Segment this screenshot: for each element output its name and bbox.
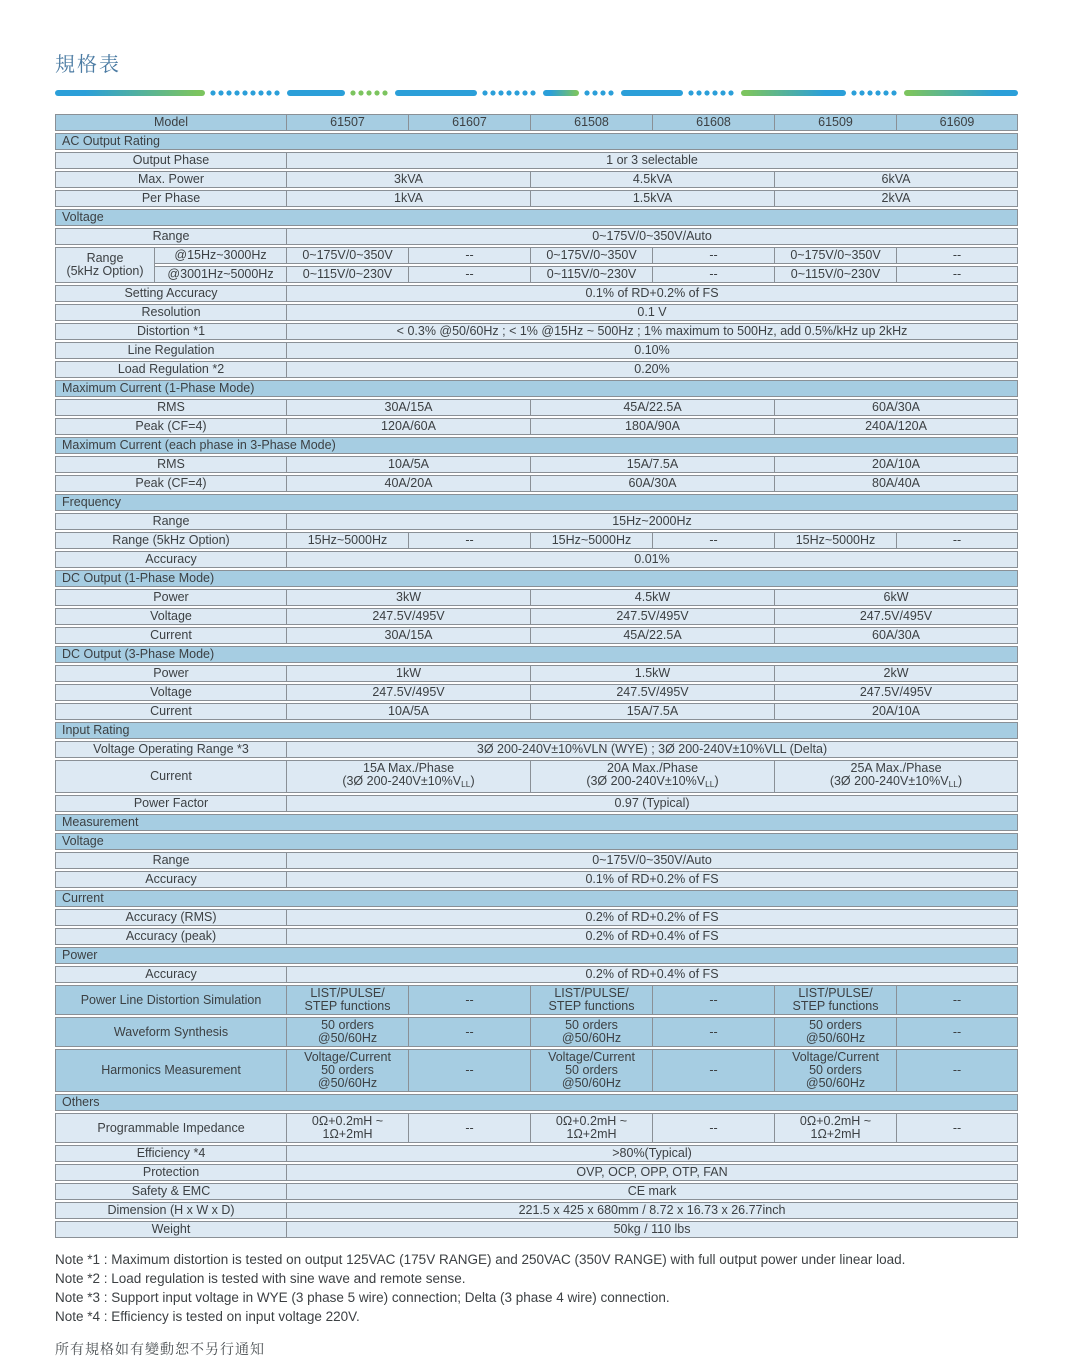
row-label: Weight (55, 1221, 287, 1238)
section-measurement (55, 814, 1018, 831)
row-waveform-synthesis (55, 1017, 1018, 1047)
row-safety-emc (55, 1183, 1018, 1200)
row-rms-1phase (55, 399, 1018, 416)
cell-value: 2kW (775, 665, 1018, 682)
row-label: Current (55, 760, 287, 793)
cell-value: 221.5 x 425 x 680mm / 8.72 x 16.73 x 26.77inch (287, 1202, 1018, 1219)
cell-value: 0.1% of RD+0.2% of FS (287, 285, 1018, 302)
row-dc1-voltage (55, 608, 1018, 625)
cell-value: LIST/PULSE/ STEP functions (775, 985, 897, 1015)
model-61608: 61608 (653, 114, 775, 131)
section-header: Voltage (55, 209, 1018, 226)
row-peak-3phase (55, 475, 1018, 492)
model-row-label: Model (55, 114, 287, 131)
cell-value: -- (409, 985, 531, 1015)
section-voltage (55, 209, 1018, 226)
row-label: RMS (55, 399, 287, 416)
cell-value: 0.20% (287, 361, 1018, 378)
row-line-regulation (55, 342, 1018, 359)
divider-bar (55, 90, 205, 96)
cell-value: 50 orders @50/60Hz (531, 1017, 653, 1047)
model-61609: 61609 (897, 114, 1018, 131)
cell-value: 6kVA (775, 171, 1018, 188)
cell-value: 0.2% of RD+0.4% of FS (287, 928, 1018, 945)
cell-value: 20A/10A (775, 703, 1018, 720)
cell-value: 247.5V/495V (287, 608, 531, 625)
cell-value: 120A/60A (287, 418, 531, 435)
divider-dots (688, 90, 736, 96)
cell-value: Voltage/Current 50 orders @50/60Hz (531, 1049, 653, 1092)
cell-value: -- (653, 1049, 775, 1092)
cell-value: 45A/22.5A (531, 399, 775, 416)
cell-value: 180A/90A (531, 418, 775, 435)
cell-value: Voltage/Current 50 orders @50/60Hz (287, 1049, 409, 1092)
cell-value: 0.01% (287, 551, 1018, 568)
cell-value: -- (653, 247, 775, 264)
footer-disclaimer-cn: 所有規格如有變動恕不另行通知 (55, 1341, 265, 1357)
row-label: Output Phase (55, 152, 287, 169)
row-label: Dimension (H x W x D) (55, 1202, 287, 1219)
value-line2: (3Ø $200-240V\pm 10\%V_{LL}$) (342, 774, 475, 789)
cell-value: 0~175V/0~350V/Auto (287, 852, 1018, 869)
cell-value: 50 orders @50/60Hz (775, 1017, 897, 1047)
row-dc3-voltage (55, 684, 1018, 701)
row-frequency-accuracy (55, 551, 1018, 568)
row-programmable-impedance (55, 1113, 1018, 1143)
cell-value: Voltage/Current 50 orders @50/60Hz (775, 1049, 897, 1092)
row-distortion (55, 323, 1018, 340)
row-label: Power Factor (55, 795, 287, 812)
row-max-power (55, 171, 1018, 188)
cell-value: 247.5V/495V (775, 608, 1018, 625)
row-label: Max. Power (55, 171, 287, 188)
cell-value: 0.1% of RD+0.2% of FS (287, 871, 1018, 888)
row-label: Accuracy (55, 551, 287, 568)
cell-value: -- (897, 1017, 1018, 1047)
spec-table (55, 112, 1018, 1240)
cell-value: 6kW (775, 589, 1018, 606)
section-dc-output-3phase (55, 646, 1018, 663)
value-line2: (3Ø $200-240V\pm 10\%V_{LL}$) (829, 774, 963, 789)
row-label: Safety & EMC (55, 1183, 287, 1200)
divider-bar (543, 90, 579, 96)
model-61508: 61508 (531, 114, 653, 131)
cell-value: 2kVA (775, 190, 1018, 207)
section-header: Input Rating (55, 722, 1018, 739)
cell-value: -- (409, 266, 531, 283)
row-setting-accuracy (55, 285, 1018, 302)
label-line1: Range (86, 251, 124, 265)
row-dc1-power (55, 589, 1018, 606)
section-header: Current (55, 890, 1018, 907)
cell-value: 0~175V/0~350V (287, 247, 409, 264)
cell-value: 15A/7.5A (531, 703, 775, 720)
page-title: 規格表 (55, 54, 121, 76)
divider-bar (741, 90, 846, 96)
row-label: Efficiency *4 (55, 1145, 287, 1162)
cell-value: 247.5V/495V (775, 684, 1018, 701)
row-power-line-distortion-simulation (55, 985, 1018, 1015)
cell-value: 3kVA (287, 171, 531, 188)
row-label: Power (55, 665, 287, 682)
row-label: Voltage (55, 608, 287, 625)
section-header: AC Output Rating (55, 133, 1018, 150)
row-efficiency (55, 1145, 1018, 1162)
row-rms-3phase (55, 456, 1018, 473)
cell-value: -- (897, 266, 1018, 283)
row-voltage-operating-range (55, 741, 1018, 758)
row-peak-1phase (55, 418, 1018, 435)
divider-dots (482, 90, 538, 96)
cell-value: 1 or 3 selectable (287, 152, 1018, 169)
cell-value: 15Hz~2000Hz (287, 513, 1018, 530)
cell-value: 4.5kVA (531, 171, 775, 188)
row-weight (55, 1221, 1018, 1238)
divider-dots (584, 90, 616, 96)
cell-value: 0~115V/0~230V (531, 266, 653, 283)
cell-value: 0Ω+0.2mH ~ 1Ω+2mH (287, 1113, 409, 1143)
row-label: Per Phase (55, 190, 287, 207)
cell-value: -- (897, 985, 1018, 1015)
section-max-current-3phase (55, 437, 1018, 454)
row-label: Accuracy (peak) (55, 928, 287, 945)
cell-value: 0~115V/0~230V (287, 266, 409, 283)
row-load-regulation (55, 361, 1018, 378)
divider-bar (621, 90, 683, 96)
cell-value: 60A/30A (775, 627, 1018, 644)
cell-value: 15Hz~5000Hz (531, 532, 653, 549)
row-label (55, 247, 155, 283)
cell-value: 0~175V/0~350V/Auto (287, 228, 1018, 245)
cell-value: -- (653, 532, 775, 549)
section-header: Voltage (55, 833, 1018, 850)
cell-value: 247.5V/495V (531, 684, 775, 701)
cell-value: 0.2% of RD+0.2% of FS (287, 909, 1018, 926)
cell-value: 0~175V/0~350V (531, 247, 653, 264)
row-label: Range (55, 513, 287, 530)
row-label: Power Line Distortion Simulation (55, 985, 287, 1015)
cell-value: 1.5kVA (531, 190, 775, 207)
cell-value: -- (409, 1049, 531, 1092)
cell-value: 3Ø 200-240V±10%VLN (WYE) ; 3Ø 200-240V±10%VLL (Delta) (287, 741, 1018, 758)
section-header: Maximum Current (1-Phase Mode) (55, 380, 1018, 397)
cell-value: -- (653, 266, 775, 283)
cell-input-current (531, 760, 775, 793)
cell-value: 1kW (287, 665, 531, 682)
row-label: Current (55, 703, 287, 720)
divider-dots (350, 90, 390, 96)
row-voltage-range-5khz-2 (55, 266, 1018, 283)
row-label: Harmonics Measurement (55, 1049, 287, 1092)
section-input-rating (55, 722, 1018, 739)
cell-value: 240A/120A (775, 418, 1018, 435)
row-label: Voltage Operating Range *3 (55, 741, 287, 758)
value-line1: 25A Max./Phase (850, 761, 942, 775)
note-1: Note *1 : Maximum distortion is tested on output 125VAC (175V RANGE) and 250VAC (350V RANGE) with full output power under linear load. (55, 1252, 906, 1267)
cell-input-current (775, 760, 1018, 793)
row-label: Current (55, 627, 287, 644)
note-3: Note *3 : Support input voltage in WYE (3 phase 5 wire) connection; Delta (3 phase 4 wire) connection. (55, 1290, 670, 1305)
section-header: DC Output (1-Phase Mode) (55, 570, 1018, 587)
footnotes (55, 1250, 1055, 1326)
value-line2: (3Ø $200-240V\pm 10\%V_{LL}$) (586, 774, 719, 789)
section-max-current-1phase (55, 380, 1018, 397)
row-label: Line Regulation (55, 342, 287, 359)
row-label: Accuracy (RMS) (55, 909, 287, 926)
cell-value: 0Ω+0.2mH ~ 1Ω+2mH (531, 1113, 653, 1143)
cell-value: -- (409, 247, 531, 264)
model-61509: 61509 (775, 114, 897, 131)
cell-value: 4.5kW (531, 589, 775, 606)
row-label: Distortion *1 (55, 323, 287, 340)
row-label: Range (55, 228, 287, 245)
row-label: Protection (55, 1164, 287, 1181)
row-meas-current-accuracy-rms (55, 909, 1018, 926)
section-header: DC Output (3-Phase Mode) (55, 646, 1018, 663)
cell-value: -- (897, 1113, 1018, 1143)
cell-value: CE mark (287, 1183, 1018, 1200)
cell-value: -- (409, 532, 531, 549)
divider-bar (287, 90, 345, 96)
row-label: Range (5kHz Option) (55, 532, 287, 549)
row-voltage-range (55, 228, 1018, 245)
sub-label: @15Hz~3000Hz (155, 247, 287, 264)
row-meas-voltage-range (55, 852, 1018, 869)
cell-value: LIST/PULSE/ STEP functions (287, 985, 409, 1015)
section-ac-output-rating (55, 133, 1018, 150)
cell-value: 45A/22.5A (531, 627, 775, 644)
subsection-measurement-power (55, 947, 1018, 964)
value-line1: 20A Max./Phase (607, 761, 699, 775)
row-label: Peak (CF=4) (55, 475, 287, 492)
row-label: Accuracy (55, 871, 287, 888)
cell-value: < 0.3% @50/60Hz ; < 1% @15Hz ~ 500Hz ; 1% maximum to 500Hz, add 0.5%/kHz up 2kHz (287, 323, 1018, 340)
cell-value: 10A/5A (287, 456, 531, 473)
cell-value: 30A/15A (287, 627, 531, 644)
cell-value: 1kVA (287, 190, 531, 207)
cell-value: 30A/15A (287, 399, 531, 416)
row-frequency-range-5khz (55, 532, 1018, 549)
cell-value: 50 orders @50/60Hz (287, 1017, 409, 1047)
section-header: Power (55, 947, 1018, 964)
divider-dots (851, 90, 899, 96)
cell-value: 15Hz~5000Hz (775, 532, 897, 549)
row-resolution (55, 304, 1018, 321)
section-header: Maximum Current (each phase in 3-Phase Mode) (55, 437, 1018, 454)
cell-value: -- (897, 1049, 1018, 1092)
cell-value: 40A/20A (287, 475, 531, 492)
cell-value: LIST/PULSE/ STEP functions (531, 985, 653, 1015)
row-power-factor (55, 795, 1018, 812)
cell-value: 50kg / 110 lbs (287, 1221, 1018, 1238)
row-meas-power-accuracy (55, 966, 1018, 983)
cell-value: 20A/10A (775, 456, 1018, 473)
section-others (55, 1094, 1018, 1111)
cell-value: 247.5V/495V (531, 608, 775, 625)
model-61607: 61607 (409, 114, 531, 131)
cell-value: 0.10% (287, 342, 1018, 359)
row-label: Resolution (55, 304, 287, 321)
cell-value: 1.5kW (531, 665, 775, 682)
row-label: RMS (55, 456, 287, 473)
cell-value: 0Ω+0.2mH ~ 1Ω+2mH (775, 1113, 897, 1143)
model-61507: 61507 (287, 114, 409, 131)
row-protection (55, 1164, 1018, 1181)
row-meas-voltage-accuracy (55, 871, 1018, 888)
row-dc3-power (55, 665, 1018, 682)
cell-value: -- (409, 1113, 531, 1143)
row-model (55, 114, 1018, 131)
row-label: Peak (CF=4) (55, 418, 287, 435)
row-label: Waveform Synthesis (55, 1017, 287, 1047)
cell-value: 0.2% of RD+0.4% of FS (287, 966, 1018, 983)
subsection-measurement-voltage (55, 833, 1018, 850)
row-harmonics-measurement (55, 1049, 1018, 1092)
cell-value: 10A/5A (287, 703, 531, 720)
row-label: Programmable Impedance (55, 1113, 287, 1143)
cell-value: -- (653, 1017, 775, 1047)
divider-bar (904, 90, 1018, 96)
cell-value: 0.1 V (287, 304, 1018, 321)
cell-value: 60A/30A (531, 475, 775, 492)
value-line1: 15A Max./Phase (363, 761, 455, 775)
section-header: Others (55, 1094, 1018, 1111)
section-dc-output-1phase (55, 570, 1018, 587)
cell-value: OVP, OCP, OPP, OTP, FAN (287, 1164, 1018, 1181)
cell-value: 80A/40A (775, 475, 1018, 492)
cell-value: 0~115V/0~230V (775, 266, 897, 283)
section-header: Measurement (55, 814, 1018, 831)
cell-value: -- (897, 532, 1018, 549)
row-label: Load Regulation *2 (55, 361, 287, 378)
row-dimension (55, 1202, 1018, 1219)
row-dc1-current (55, 627, 1018, 644)
note-4: Note *4 : Efficiency is tested on input voltage 220V. (55, 1309, 360, 1324)
sub-label: @3001Hz~5000Hz (155, 266, 287, 283)
cell-value: 15A/7.5A (531, 456, 775, 473)
row-output-phase (55, 152, 1018, 169)
row-input-current (55, 760, 1018, 793)
cell-value: -- (897, 247, 1018, 264)
row-label: Setting Accuracy (55, 285, 287, 302)
cell-value: 0~175V/0~350V (775, 247, 897, 264)
cell-value: 3kW (287, 589, 531, 606)
row-meas-current-accuracy-peak (55, 928, 1018, 945)
cell-value: >80%(Typical) (287, 1145, 1018, 1162)
decorative-divider (55, 89, 1018, 96)
note-2: Note *2 : Load regulation is tested with sine wave and remote sense. (55, 1271, 466, 1286)
row-per-phase (55, 190, 1018, 207)
section-frequency (55, 494, 1018, 511)
row-label: Accuracy (55, 966, 287, 983)
divider-bar (395, 90, 477, 96)
cell-value: 15Hz~5000Hz (287, 532, 409, 549)
row-dc3-current (55, 703, 1018, 720)
cell-value: 247.5V/495V (287, 684, 531, 701)
cell-value: -- (409, 1017, 531, 1047)
row-frequency-range (55, 513, 1018, 530)
cell-value: -- (653, 1113, 775, 1143)
subsection-measurement-current (55, 890, 1018, 907)
cell-value: 0.97 (Typical) (287, 795, 1018, 812)
label-line2: (5kHz Option) (66, 264, 144, 278)
divider-dots (210, 90, 282, 96)
row-voltage-range-5khz-1 (55, 247, 1018, 264)
row-label: Power (55, 589, 287, 606)
row-label: Range (55, 852, 287, 869)
row-label: Voltage (55, 684, 287, 701)
cell-input-current (287, 760, 531, 793)
section-header: Frequency (55, 494, 1018, 511)
cell-value: 60A/30A (775, 399, 1018, 416)
cell-value: -- (653, 985, 775, 1015)
